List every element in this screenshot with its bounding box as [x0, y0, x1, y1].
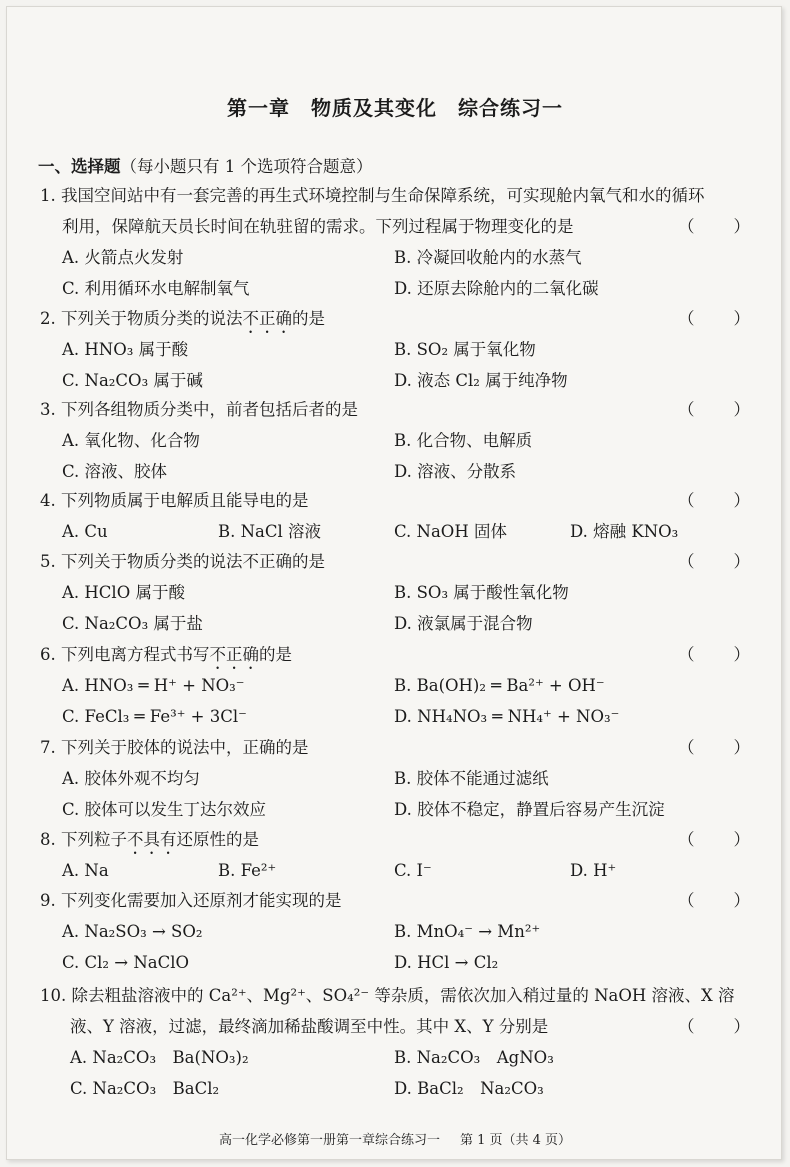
answer-bracket: （ ） — [678, 217, 752, 236]
option-b: B. SO₂ 属于氧化物 — [394, 340, 536, 359]
question-stem-end: 还原性的是 — [176, 830, 259, 849]
question-number: 3. — [40, 400, 56, 419]
answer-bracket: （ ） — [678, 309, 752, 328]
option-d: D. 溶液、分散系 — [394, 462, 517, 481]
option-b: B. Fe²⁺ — [218, 861, 277, 880]
option-b: B. 化合物、电解质 — [394, 431, 533, 450]
option-b: B. Ba(OH)₂ ═ Ba²⁺ + OH⁻ — [394, 676, 605, 695]
option-a: A. 氧化物、化合物 — [62, 431, 200, 450]
question-6 — [40, 639, 752, 732]
question-stem-continued: 液、Y 溶液，过滤，最终滴加稀盐酸调至中性。其中 X、Y 分别是 — [70, 1017, 549, 1036]
question-stem: 下列粒子 — [61, 830, 127, 849]
option-a: A. Na₂CO₃ Ba(NO₃)₂ — [70, 1048, 249, 1067]
option-d: D. H⁺ — [570, 861, 617, 880]
option-c: C. NaOH 固体 — [394, 522, 507, 541]
question-stem: 我国空间站中有一套完善的再生式环境控制与生命保障系统，可实现舱内氧气和水的循环 — [61, 186, 705, 205]
page-number: 第 1 页（共 4 页） — [459, 1133, 572, 1148]
question-stem: 下列电离方程式书写 — [61, 645, 210, 664]
question-3 — [40, 394, 752, 487]
page-title: 第一章 物质及其变化 综合练习一 — [227, 96, 563, 120]
answer-bracket: （ ） — [678, 830, 752, 849]
answer-bracket: （ ） — [678, 1017, 752, 1036]
option-a: A. HNO₃ ═ H⁺ + NO₃⁻ — [62, 676, 245, 695]
option-c: C. Na₂CO₃ BaCl₂ — [70, 1079, 220, 1098]
question-7 — [40, 732, 752, 825]
option-d: D. 熔融 KNO₃ — [570, 522, 679, 541]
emphasis-text: 不具有 — [127, 830, 177, 849]
option-a: A. 火箭点火发射 — [62, 248, 184, 267]
option-b: B. Na₂CO₃ AgNO₃ — [394, 1048, 554, 1067]
question-number: 5. — [40, 552, 56, 571]
question-stem-end: 的是 — [259, 645, 292, 664]
section-heading — [38, 153, 373, 177]
option-d: D. 液态 Cl₂ 属于纯净物 — [394, 371, 568, 390]
option-d: D. 胶体不稳定，静置后容易产生沉淀 — [394, 800, 665, 819]
option-c: C. FeCl₃ ═ Fe³⁺ + 3Cl⁻ — [62, 707, 247, 726]
emphasis-text: 不正确 — [209, 645, 259, 664]
option-c: C. 溶液、胶体 — [62, 462, 168, 481]
question-8 — [40, 824, 752, 886]
option-a: A. Na — [62, 861, 109, 880]
answer-bracket: （ ） — [678, 491, 752, 510]
question-stem-end: 的是 — [292, 309, 325, 328]
option-b: B. NaCl 溶液 — [218, 522, 322, 541]
answer-bracket: （ ） — [678, 552, 752, 571]
option-c: C. Cl₂ → NaClO — [62, 953, 190, 972]
question-1 — [40, 180, 752, 304]
question-number: 7. — [40, 738, 56, 757]
answer-bracket: （ ） — [678, 891, 752, 910]
answer-bracket: （ ） — [678, 400, 752, 419]
question-number: 1. — [40, 186, 56, 205]
option-c: C. Na₂CO₃ 属于盐 — [62, 614, 203, 633]
question-stem: 下列关于胶体的说法中，正确的是 — [61, 738, 309, 757]
option-d: D. 液氯属于混合物 — [394, 614, 533, 633]
option-a: A. HClO 属于酸 — [62, 583, 185, 602]
option-a: A. Na₂SO₃ → SO₂ — [62, 922, 203, 941]
option-a: A. HNO₃ 属于酸 — [62, 340, 189, 359]
answer-bracket: （ ） — [678, 645, 752, 664]
question-number: 6. — [40, 645, 56, 664]
question-4 — [40, 485, 752, 547]
question-9 — [40, 885, 752, 978]
answer-bracket: （ ） — [678, 738, 752, 757]
option-d: D. HCl → Cl₂ — [394, 953, 499, 972]
question-number: 4. — [40, 491, 56, 510]
question-stem: 下列各组物质分类中，前者包括后者的是 — [61, 400, 358, 419]
option-b: B. 冷凝回收舱内的水蒸气 — [394, 248, 582, 267]
question-stem: 下列变化需要加入还原剂才能实现的是 — [61, 891, 342, 910]
question-number: 10. — [40, 986, 67, 1005]
question-2 — [40, 303, 752, 396]
option-d: D. 还原去除舱内的二氧化碳 — [394, 279, 599, 298]
option-b: B. SO₃ 属于酸性氧化物 — [394, 583, 569, 602]
question-number: 2. — [40, 309, 56, 328]
option-b: B. MnO₄⁻ → Mn²⁺ — [394, 922, 541, 941]
question-stem: 下列关于物质分类的说法 — [61, 309, 243, 328]
question-stem: 下列关于物质分类的说法不正确的是 — [61, 552, 325, 571]
emphasis-text: 不正确 — [242, 309, 292, 328]
question-5 — [40, 546, 752, 639]
option-c: C. Na₂CO₃ 属于碱 — [62, 371, 203, 390]
question-stem: 除去粗盐溶液中的 Ca²⁺、Mg²⁺、SO₄²⁻ 等杂质，需依次加入稍过量的 NaOH 溶液、X 溶 — [71, 986, 735, 1005]
question-number: 9. — [40, 891, 56, 910]
question-10 — [40, 980, 752, 1104]
page-footer — [0, 1129, 790, 1148]
section-label: 一、选择题 — [38, 157, 121, 176]
question-number: 8. — [40, 830, 56, 849]
option-d: D. NH₄NO₃ ═ NH₄⁺ + NO₃⁻ — [394, 707, 620, 726]
option-a: A. Cu — [62, 522, 108, 541]
option-a: A. 胶体外观不均匀 — [62, 769, 200, 788]
footer-title: 高一化学必修第一册第一章综合练习一 — [218, 1133, 440, 1148]
option-c: C. 胶体可以发生丁达尔效应 — [62, 800, 267, 819]
option-c: C. 利用循环水电解制氧气 — [62, 279, 250, 298]
question-stem: 下列物质属于电解质且能导电的是 — [61, 491, 309, 510]
option-b: B. 胶体不能通过滤纸 — [394, 769, 549, 788]
option-c: C. I⁻ — [394, 861, 432, 880]
question-stem-continued: 利用，保障航天员长时间在轨驻留的需求。下列过程属于物理变化的是 — [62, 217, 574, 236]
section-note: （每小题只有 1 个选项符合题意） — [120, 157, 373, 176]
option-d: D. BaCl₂ Na₂CO₃ — [394, 1079, 544, 1098]
